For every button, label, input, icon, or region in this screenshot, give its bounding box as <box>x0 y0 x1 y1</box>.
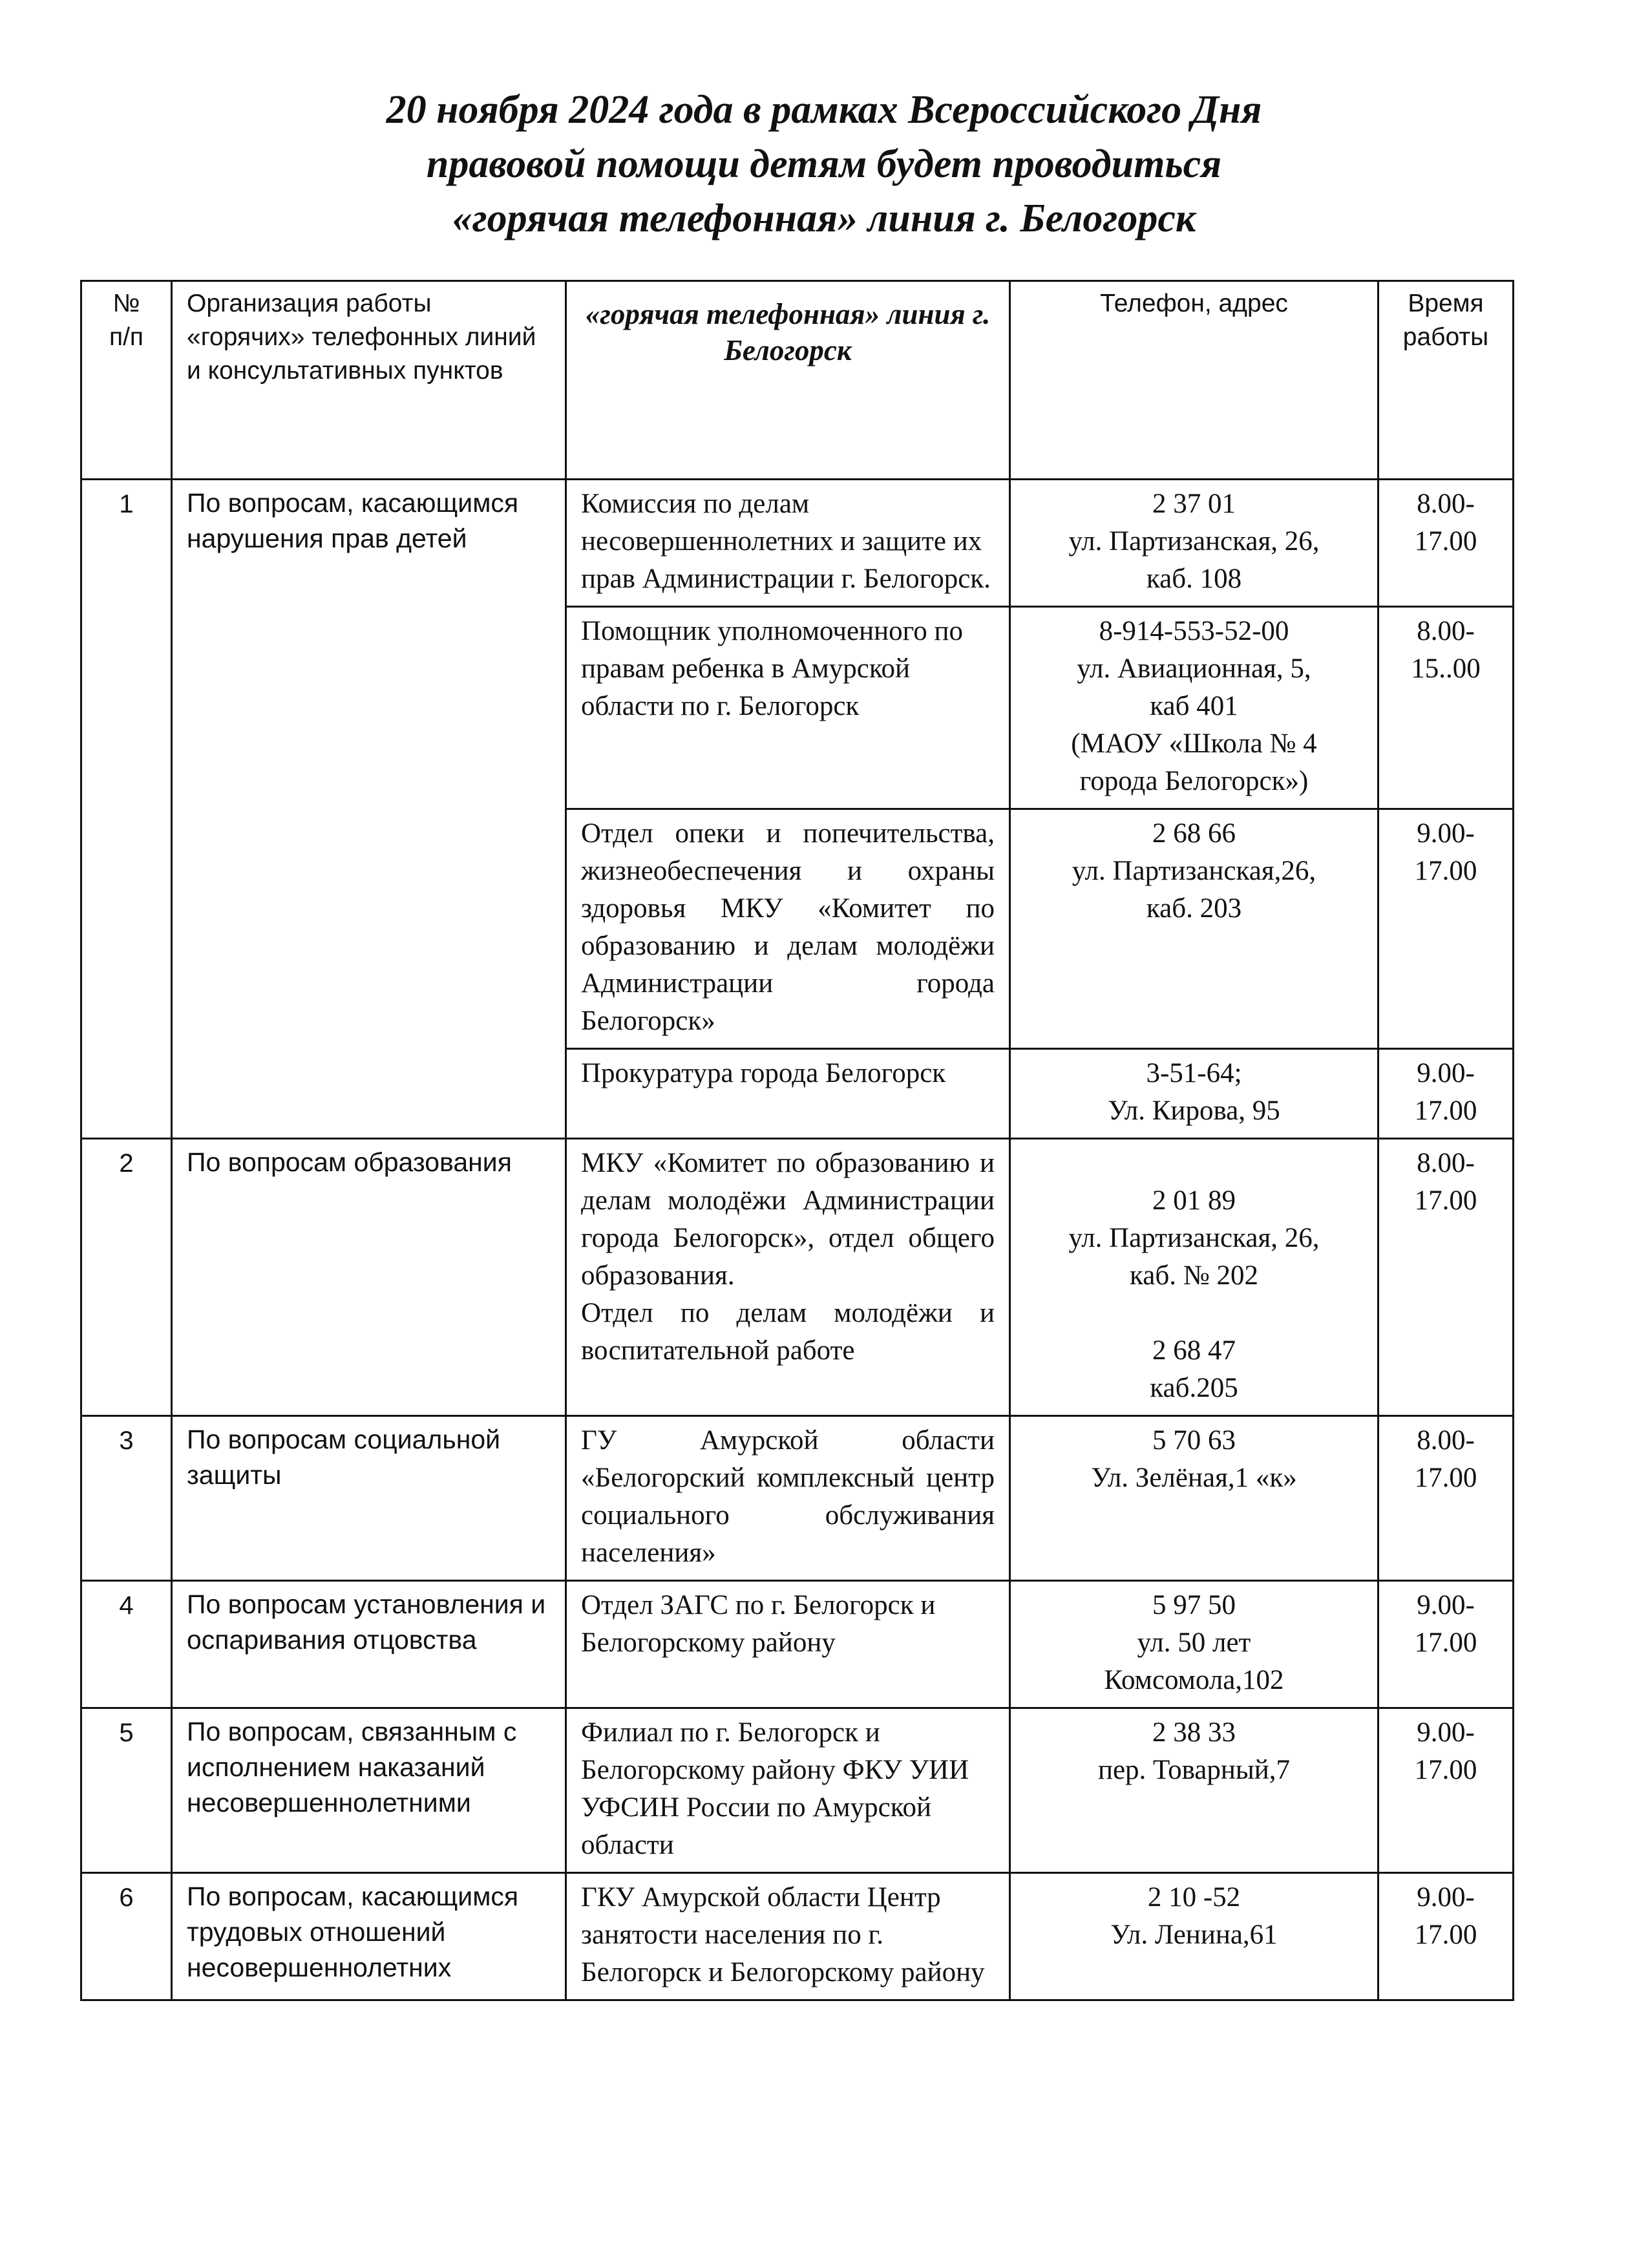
table-row <box>81 1416 1514 1581</box>
hotline-table <box>80 280 1514 2001</box>
title-line: «горячая телефонная» линия г. Белогорск <box>452 196 1196 240</box>
row-organization: Отдел ЗАГС по г. Белогорск и Белогорскому району <box>566 1581 1010 1708</box>
row-work-time: 9.00- 17.00 <box>1379 1873 1514 2000</box>
row-phone-address: 5 70 63 Ул. Зелёная,1 «к» <box>1010 1416 1379 1581</box>
table-row <box>81 1139 1514 1416</box>
row-work-time: 8.00- 15..00 <box>1379 607 1514 809</box>
organization-name: МКУ «Комитет по образованию и делам молодёжи Администрации города Белогорск», отдел общего образования. <box>581 1148 995 1291</box>
row-organization: ГКУ Амурской области Центр занятости населения по г. Белогорск и Белогорскому району <box>566 1873 1010 2000</box>
row-phone-address: 3-51-64; Ул. Кирова, 95 <box>1010 1049 1379 1139</box>
header-organization: Организация работы «горячих» телефонных линий и консультативных пунктов <box>172 281 566 480</box>
row-topic: По вопросам образования <box>172 1139 566 1416</box>
row-topic: По вопросам, касающимся нарушения прав детей <box>172 480 566 1139</box>
page-title <box>129 83 1519 246</box>
row-work-time: 9.00- 17.00 <box>1379 1049 1514 1139</box>
row-organization: Помощник уполномоченного по правам ребенка в Амурской области по г. Белогорск <box>566 607 1010 809</box>
row-work-time: 9.00- 17.00 <box>1379 1708 1514 1873</box>
table-row <box>81 1708 1514 1873</box>
phone-address: 2 01 89 ул. Партизанская, 26, каб. № 202 <box>1068 1185 1320 1291</box>
row-organization: ГУ Амурской области «Белогорский комплексный центр социального обслуживания населения» <box>566 1416 1010 1581</box>
row-phone-address: 2 10 -52 Ул. Ленина,61 <box>1010 1873 1379 2000</box>
row-number: 4 <box>81 1581 172 1708</box>
row-topic: По вопросам социальной защиты <box>172 1416 566 1581</box>
row-work-time: 8.00- 17.00 <box>1379 1139 1514 1416</box>
row-number: 1 <box>81 480 172 1139</box>
row-number: 5 <box>81 1708 172 1873</box>
row-work-time: 8.00- 17.00 <box>1379 480 1514 607</box>
title-line: 20 ноября 2024 года в рамках Всероссийского Дня <box>386 88 1262 132</box>
row-work-time: 9.00- 17.00 <box>1379 809 1514 1049</box>
row-topic: По вопросам, связанным с исполнением наказаний несовершеннолетними <box>172 1708 566 1873</box>
table-row <box>81 1581 1514 1708</box>
header-hotline: «горячая телефонная» линия г. Белогорск <box>566 281 1010 480</box>
row-work-time: 8.00- 17.00 <box>1379 1416 1514 1581</box>
header-number: № п/п <box>81 281 172 480</box>
row-phone-address <box>1010 1139 1379 1416</box>
phone-address: 2 68 47 каб.205 <box>1150 1335 1238 1403</box>
row-topic: По вопросам установления и оспаривания отцовства <box>172 1581 566 1708</box>
row-organization: Отдел опеки и попечительства, жизнеобеспечения и охраны здоровья МКУ «Комитет по образованию и делам молодёжи Администрации города Белогорск» <box>566 809 1010 1049</box>
row-phone-address: 2 37 01 ул. Партизанская, 26, каб. 108 <box>1010 480 1379 607</box>
table-row <box>81 1873 1514 2000</box>
row-number: 2 <box>81 1139 172 1416</box>
row-organization: Филиал по г. Белогорск и Белогорскому району ФКУ УИИ УФСИН России по Амурской области <box>566 1708 1010 1873</box>
row-phone-address: 8-914-553-52-00 ул. Авиационная, 5, каб 401 (МАОУ «Школа № 4 города Белогорск») <box>1010 607 1379 809</box>
organization-name: Отдел по делам молодёжи и воспитательной работе <box>581 1298 995 1366</box>
row-topic: По вопросам, касающимся трудовых отношений несовершеннолетних <box>172 1873 566 2000</box>
row-organization: Комиссия по делам несовершеннолетних и защите их прав Администрации г. Белогорск. <box>566 480 1010 607</box>
title-line: правовой помощи детям будет проводиться <box>426 142 1222 186</box>
header-phone-address: Телефон, адрес <box>1010 281 1379 480</box>
row-phone-address: 5 97 50 ул. 50 лет Комсомола,102 <box>1010 1581 1379 1708</box>
row-number: 3 <box>81 1416 172 1581</box>
table-header-row <box>81 281 1514 480</box>
row-work-time: 9.00- 17.00 <box>1379 1581 1514 1708</box>
header-work-time: Время работы <box>1379 281 1514 480</box>
row-number: 6 <box>81 1873 172 2000</box>
row-phone-address: 2 38 33 пер. Товарный,7 <box>1010 1708 1379 1873</box>
row-organization <box>566 1139 1010 1416</box>
table-row <box>81 480 1514 607</box>
row-organization: Прокуратура города Белогорск <box>566 1049 1010 1139</box>
row-phone-address: 2 68 66 ул. Партизанская,26, каб. 203 <box>1010 809 1379 1049</box>
